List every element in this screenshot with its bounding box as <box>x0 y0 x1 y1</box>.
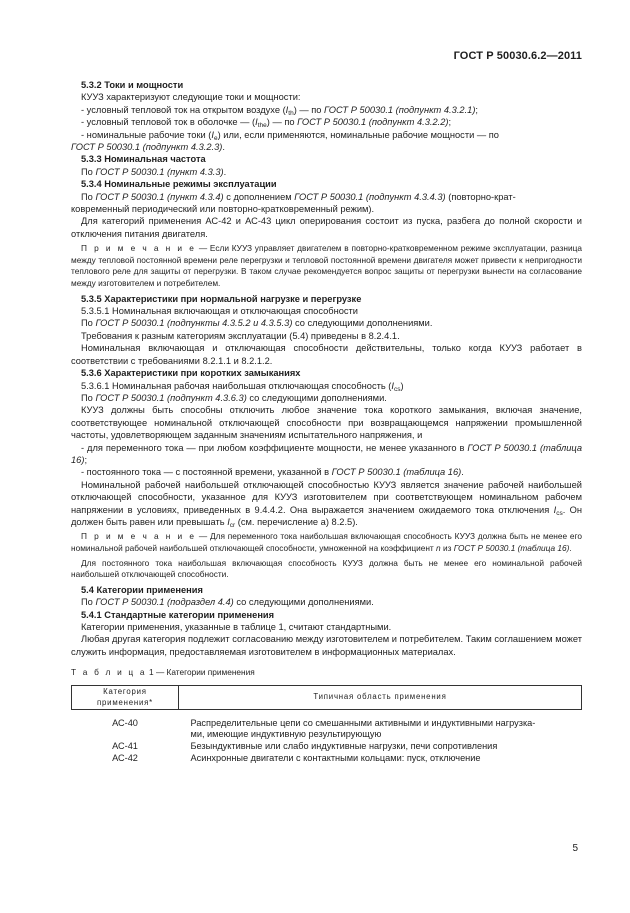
paragraph: По ГОСТ Р 50030.1 (пункт 4.3.4) с дополнением ГОСТ Р 50030.1 (подпункт 4.3.4.3) (повторно-крат- ковременный периодический или повторно-кратковременный режим). <box>71 191 516 215</box>
paragraph: Любая другая категория подлежит согласованию между изготовителем и потребителем. Таким соглашением может служить информация, предоставляемая изготовителем в информационных материалах. <box>71 634 582 657</box>
note-continuation: Для постоянного тока наибольшая включающая способность КУУЗ должна быть не менее его номинальной рабочей наибольшей отключающей способности. <box>71 557 582 580</box>
standard-reference: ГОСТ Р 50030.1 (подпункт 4.3.2.2) <box>297 117 449 128</box>
list-item: - условный тепловой ток на открытом воздухе $(I_{th})$ — по ГОСТ Р 50030.1 (подпункт 4.3.2.1); <box>81 104 479 117</box>
standard-reference: ГОСТ Р 50030.1 (таблица 16) <box>453 542 570 553</box>
paragraph: Для категорий применения АС-42 и АС-43 цикл оперирования состоит из пуска, разбега до полной скорости и отключения питания двигателя. <box>71 216 582 239</box>
table-cell-category: АС-42 <box>112 752 138 763</box>
list-item: - постоянного тока — с постоянной времени, указанной в ГОСТ Р 50030.1 (таблица 16). <box>81 467 464 478</box>
paragraph: Категории применения, указанные в таблице 1, считают стандартными. <box>81 621 392 632</box>
table-cell-area: Распределительные цепи со смешанными активными и индуктивными нагрузка- ми, имеющие индуктивную результирующую <box>190 717 536 740</box>
section-heading-5-3-6: 5.3.6 Характеристики при коротких замыканиях <box>81 368 301 379</box>
document-header: ГОСТ Р 50030.6.2—2011 <box>453 50 582 62</box>
section-heading-5-3-3: 5.3.3 Номинальная частота <box>81 154 206 165</box>
standard-reference: ГОСТ Р 50030.1 (подпункты 4.3.5.2 и 4.3.5.3) <box>95 318 293 329</box>
paragraph: По ГОСТ Р 50030.1 (подпункты 4.3.5.2 и 4.3.5.3) со следующими дополнениями. <box>81 318 433 329</box>
paragraph: 5.3.5.1 Номинальная включающая и отключающая способности <box>81 306 358 317</box>
paragraph: По ГОСТ Р 50030.1 (подраздел 4.4) со следующими дополнениями. <box>81 597 374 608</box>
standard-reference: ГОСТ Р 50030.1 (подпункт 4.3.2.1) <box>324 104 476 115</box>
paragraph: КУУЗ характеризуют следующие токи и мощности: <box>81 92 301 103</box>
paragraph: По ГОСТ Р 50030.1 (пункт 4.3.3). <box>81 166 227 177</box>
paragraph: По ГОСТ Р 50030.1 (подпункт 4.3.6.3) со следующими дополнениями. <box>81 392 387 403</box>
table-caption: Т а б л и ц а 1 — Категории применения <box>71 667 255 678</box>
section-heading-5-4-1: 5.4.1 Стандартные категории применения <box>81 609 275 620</box>
standard-reference: ГОСТ Р 50030.1 (таблица 16) <box>331 467 462 478</box>
standard-reference: ГОСТ Р 50030.1 (подпункт 4.3.2.3) <box>71 142 223 153</box>
section-heading-5-3-4: 5.3.4 Номинальные режимы эксплуатации <box>81 179 277 190</box>
table-cell-area: Асинхронные двигатели с контактными кольцами: пуск, отключение <box>190 752 481 763</box>
note-label: П р и м е ч а н и е <box>81 243 197 254</box>
standard-reference: ГОСТ Р 50030.1 (таблица 16) <box>71 442 582 465</box>
paragraph: Требования к разным категориям эксплуатации (5.4) приведены в 8.2.4.1. <box>81 330 400 341</box>
standard-reference: ГОСТ Р 50030.1 (пункт 4.3.4) <box>95 191 224 202</box>
table-header-category: Категория применения* <box>72 685 179 709</box>
note-label: П р и м е ч а н и е <box>81 531 197 542</box>
section-heading-5-3-5: 5.3.5 Характеристики при нормальной нагрузке и перегрузке <box>81 293 362 304</box>
table-cell-category: АС-41 <box>112 740 138 751</box>
table-row <box>72 709 582 741</box>
paragraph: Номинальная включающая и отключающая способности действительны, только когда КУУЗ работает в соответствии с требованиями 8.2.1.1 и 8.2.1.2. <box>71 343 582 366</box>
section-heading-5-4: 5.4 Категории применения <box>81 584 203 595</box>
paragraph: Номинальной рабочей наибольшей отключающей способностью КУУЗ является значение рабочей наибольшей отключающей способности, указанное для КУУЗ изготовителем при соответствующем номинальном рабочем напряжении в условиях, приведенных в 9.4.4.2. Она выражается значением ожидаемого тока отключения $I_{cs}$. Он должен быть равен или превышать $I_{cr}$ (см. перечисление а) 8.2.5). <box>71 479 582 529</box>
page-content <box>71 79 582 764</box>
paragraph: 5.3.6.1 Номинальная рабочая наибольшая отключающая способность $(I_{cs})$ <box>81 380 404 393</box>
standard-reference: ГОСТ Р 50030.1 (подраздел 4.4) <box>95 597 234 608</box>
paragraph: КУУЗ должны быть способны отключить любое значение тока короткого замыкания, включая значение, соответствующее номинальной отключающей способности при возвращающемся напряжении промышленной частоты, удовлетворяющем заданным значениям испытательного напряжения, и <box>71 405 582 441</box>
table-cell-area: Безындуктивные или слабо индуктивные нагрузки, печи сопротивления <box>190 740 498 751</box>
table-row <box>72 741 582 753</box>
table-cell-category: АС-40 <box>112 717 138 728</box>
table-header-area: Типичная область применения <box>179 685 582 709</box>
note: П р и м е ч а н и е — Для переменного тока наибольшая включающая способность КУУЗ должна быть не менее его номинальной рабочей наибольшей отключающей способности, умноженной на коэффициент n из ГОСТ Р 50030.1 (таблица 16). <box>71 531 582 553</box>
standard-reference: ГОСТ Р 50030.1 (подпункт 4.3.4.3) <box>294 191 446 202</box>
list-item: - для переменного тока — при любом коэффициенте мощности, не менее указанного в ГОСТ Р 50030.1 (таблица 16); <box>71 442 582 465</box>
categories-table <box>71 685 582 765</box>
note: П р и м е ч а н и е — Если КУУЗ управляет двигателем в повторно-кратковременном режиме эксплуатации, разница между тепловой постоянной времени реле перегрузки и тепловой постоянной времени двигателя может привести к непригодности теплового реле для защиты от перегрузки. В таком случае рекомендуется вопрос защиты от перегрузки вынести на согласование между изготовителем и потребителем. <box>71 243 582 289</box>
list-item: - номинальные рабочие токи $(I_e)$ или, если применяются, номинальные рабочие мощности — по ГОСТ Р 50030.1 (подпункт 4.3.2.3). <box>71 129 499 153</box>
section-heading-5-3-2: 5.3.2 Токи и мощности <box>81 80 184 90</box>
table-row <box>72 753 582 765</box>
standard-reference: ГОСТ Р 50030.1 (пункт 4.3.3) <box>95 166 224 177</box>
standard-reference: ГОСТ Р 50030.1 (подпункт 4.3.6.3) <box>95 392 247 403</box>
list-item: - условный тепловой ток в оболочке — $(I_{the})$ — по ГОСТ Р 50030.1 (подпункт 4.3.2.2); <box>81 117 452 130</box>
page-number: 5 <box>572 843 578 854</box>
